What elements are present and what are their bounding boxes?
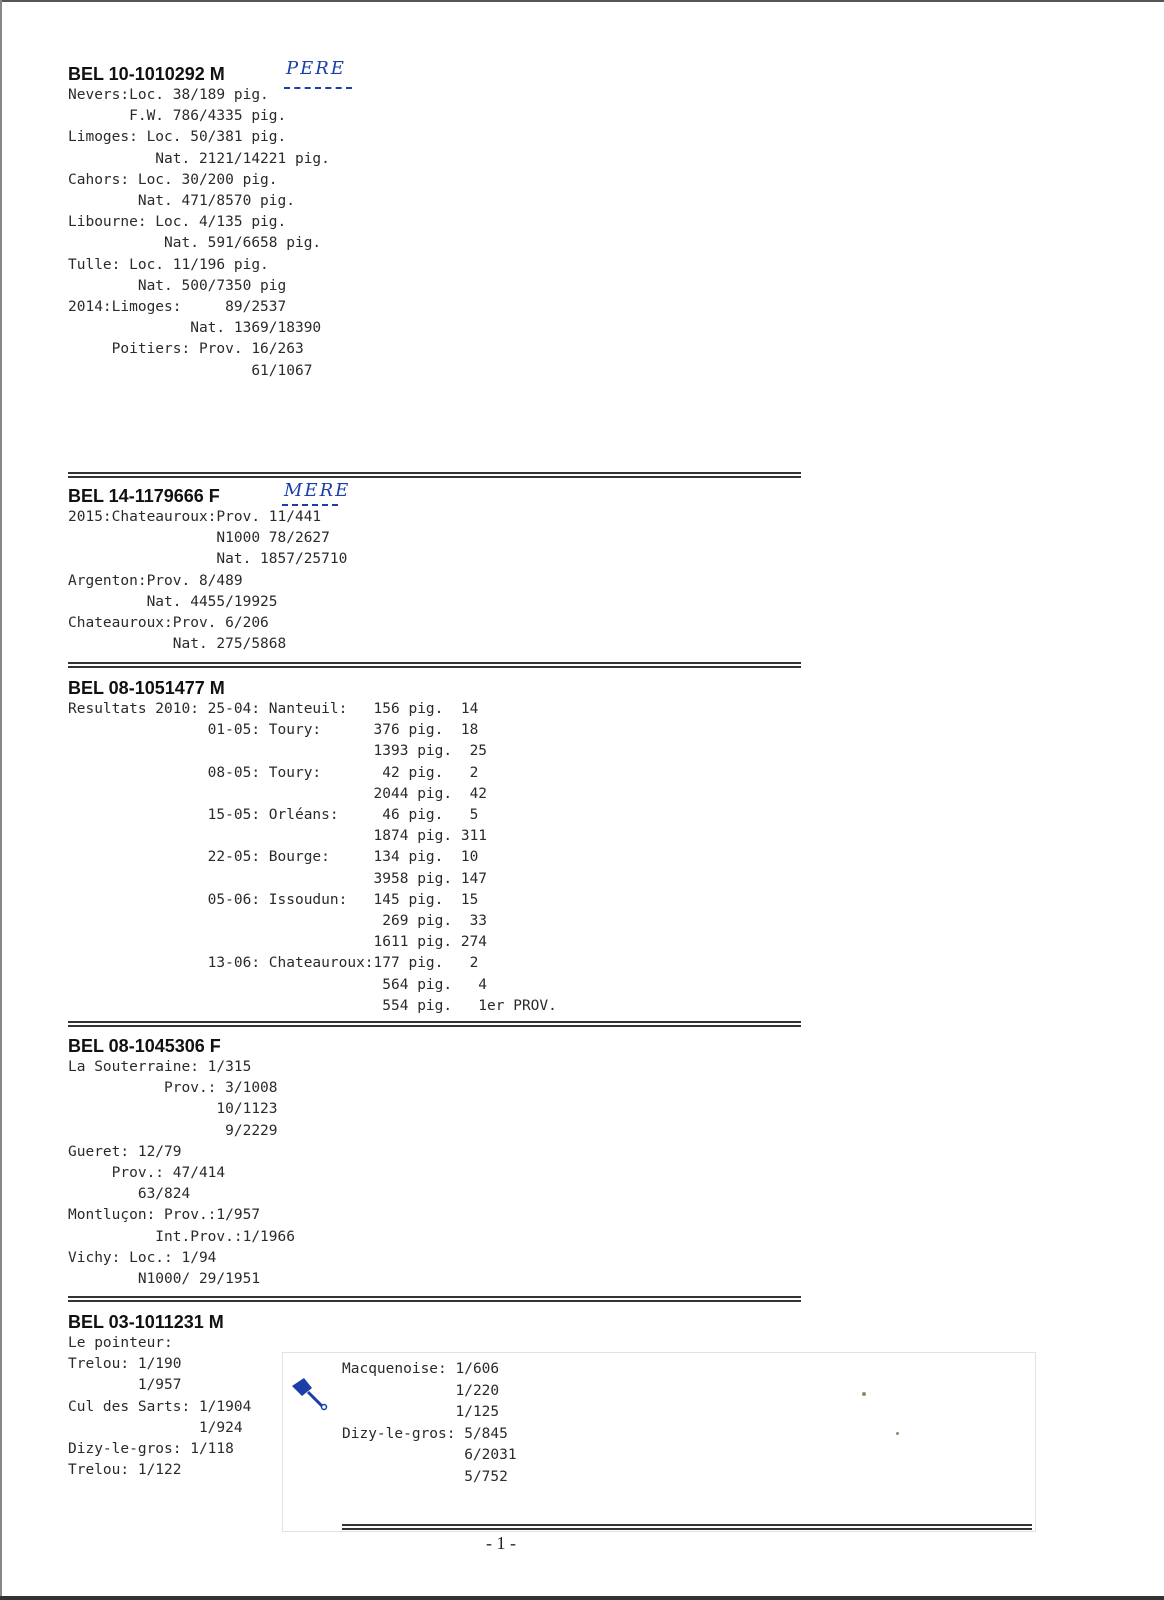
result-line: 13-06: Chateauroux:177 pig. 2	[68, 955, 479, 972]
scan-speck	[862, 1392, 866, 1396]
result-line: 22-05: Bourge: 134 pig. 10	[68, 849, 479, 866]
result-line: 1611 pig. 274	[68, 934, 488, 951]
separator-line	[68, 472, 801, 478]
pigeon-id-header: BEL 08-1051477 M	[68, 678, 225, 698]
result-line: Prov.: 47/414	[68, 1165, 226, 1181]
result-line: 08-05: Toury: 42 pig. 2	[68, 764, 479, 781]
result-line: 10/1123	[68, 1101, 278, 1118]
result-line: Nat. 591/6658 pig.	[68, 235, 322, 252]
result-line: Prov.: 3/1008	[68, 1080, 278, 1097]
result-line: Nevers:Loc. 38/189 pig.	[68, 87, 269, 103]
result-line: F.W. 786/4335 pig.	[68, 108, 287, 125]
result-line: 9/2229	[68, 1122, 278, 1139]
result-line: Limoges: Loc. 50/381 pig.	[68, 129, 287, 146]
result-line: Montluçon: Prov.:1/957	[68, 1207, 261, 1224]
pigeon-id-header: BEL 14-1179666 F	[68, 486, 220, 506]
pigeon-id-header: BEL 10-1010292 M	[68, 64, 225, 84]
result-line: 2044 pig. 42	[68, 785, 488, 802]
result-line: Le pointeur:	[68, 1335, 173, 1351]
result-line: Chateauroux:Prov. 6/206	[68, 615, 269, 631]
result-line: Trelou: 1/122	[68, 1462, 182, 1479]
page-number: - 1 -	[486, 1533, 516, 1553]
result-line: Argenton:Prov. 8/489	[68, 572, 243, 589]
result-line: Gueret: 12/79	[68, 1143, 182, 1160]
result-line: N1000/ 29/1951	[68, 1271, 261, 1287]
result-line: Trelou: 1/190	[68, 1356, 182, 1373]
result-line: 1/125	[342, 1404, 500, 1420]
result-line: 15-05: Orléans: 46 pig. 5	[68, 807, 479, 823]
result-line: 2015:Chateauroux:Prov. 11/441	[68, 509, 322, 525]
result-line: Nat. 471/8570 pig.	[68, 193, 295, 209]
result-line: Libourne: Loc. 4/135 pig.	[68, 214, 287, 231]
handwritten-note: MERE	[284, 480, 351, 501]
result-line: 564 pig. 4	[68, 976, 488, 993]
result-line: Cul des Sarts: 1/1904	[68, 1398, 252, 1415]
result-line: 5/752	[342, 1468, 508, 1485]
separator-line	[342, 1524, 1032, 1530]
result-line: 01-05: Toury: 376 pig. 18	[68, 722, 479, 739]
result-line: 63/824	[68, 1186, 191, 1203]
result-line: Nat. 4455/19925	[68, 593, 278, 610]
result-line: 1/924	[68, 1419, 243, 1436]
scan-bottom-edge	[0, 1596, 1164, 1600]
result-line: 6/2031	[342, 1447, 517, 1463]
scan-left-edge	[0, 0, 2, 1600]
scan-speck	[896, 1432, 899, 1435]
handwritten-underline	[284, 87, 352, 89]
result-line: 2014:Limoges: 89/2537	[68, 299, 287, 315]
result-line: Tulle: Loc. 11/196 pig.	[68, 256, 269, 273]
pigeon-id-header: BEL 03-1011231 M	[68, 1312, 224, 1332]
separator-line	[68, 1296, 801, 1302]
result-line: 1/957	[68, 1377, 182, 1394]
handwritten-note: PERE	[286, 58, 346, 79]
result-line: Macquenoise: 1/606	[342, 1361, 500, 1377]
result-line: 1/220	[342, 1382, 500, 1399]
pen-icon	[290, 1376, 334, 1412]
result-line: Poitiers: Prov. 16/263	[68, 341, 304, 358]
result-line: 3958 pig. 147	[68, 870, 488, 887]
result-line: 1393 pig. 25	[68, 743, 488, 760]
result-line: Nat. 500/7350 pig	[68, 277, 287, 294]
separator-line	[68, 662, 801, 668]
result-line: Nat. 1857/25710	[68, 551, 348, 568]
result-line: Nat. 275/5868	[68, 636, 287, 653]
result-line: Dizy-le-gros: 5/845	[342, 1425, 508, 1442]
result-line: 05-06: Issoudun: 145 pig. 15	[68, 891, 479, 908]
result-line: Dizy-le-gros: 1/118	[68, 1441, 234, 1457]
result-line: 269 pig. 33	[68, 913, 488, 929]
result-line: Nat. 1369/18390	[68, 320, 322, 337]
result-line: N1000 78/2627	[68, 530, 330, 547]
result-line: La Souterraine: 1/315	[68, 1059, 252, 1075]
result-line: Nat. 2121/14221 pig.	[68, 150, 330, 167]
separator-line	[68, 1021, 801, 1027]
result-line: 554 pig. 1er PROV.	[68, 997, 557, 1014]
handwritten-underline	[282, 504, 338, 506]
result-line: Vichy: Loc.: 1/94	[68, 1249, 217, 1266]
result-line: Int.Prov.:1/1966	[68, 1228, 295, 1245]
result-line: 1874 pig. 311	[68, 828, 488, 845]
result-line: Cahors: Loc. 30/200 pig.	[68, 171, 278, 188]
result-line: 61/1067	[68, 362, 313, 379]
pigeon-id-header: BEL 08-1045306 F	[68, 1036, 221, 1056]
result-line: Resultats 2010: 25-04: Nanteuil: 156 pig. 14	[68, 701, 479, 717]
scan-top-edge	[0, 0, 1164, 2]
